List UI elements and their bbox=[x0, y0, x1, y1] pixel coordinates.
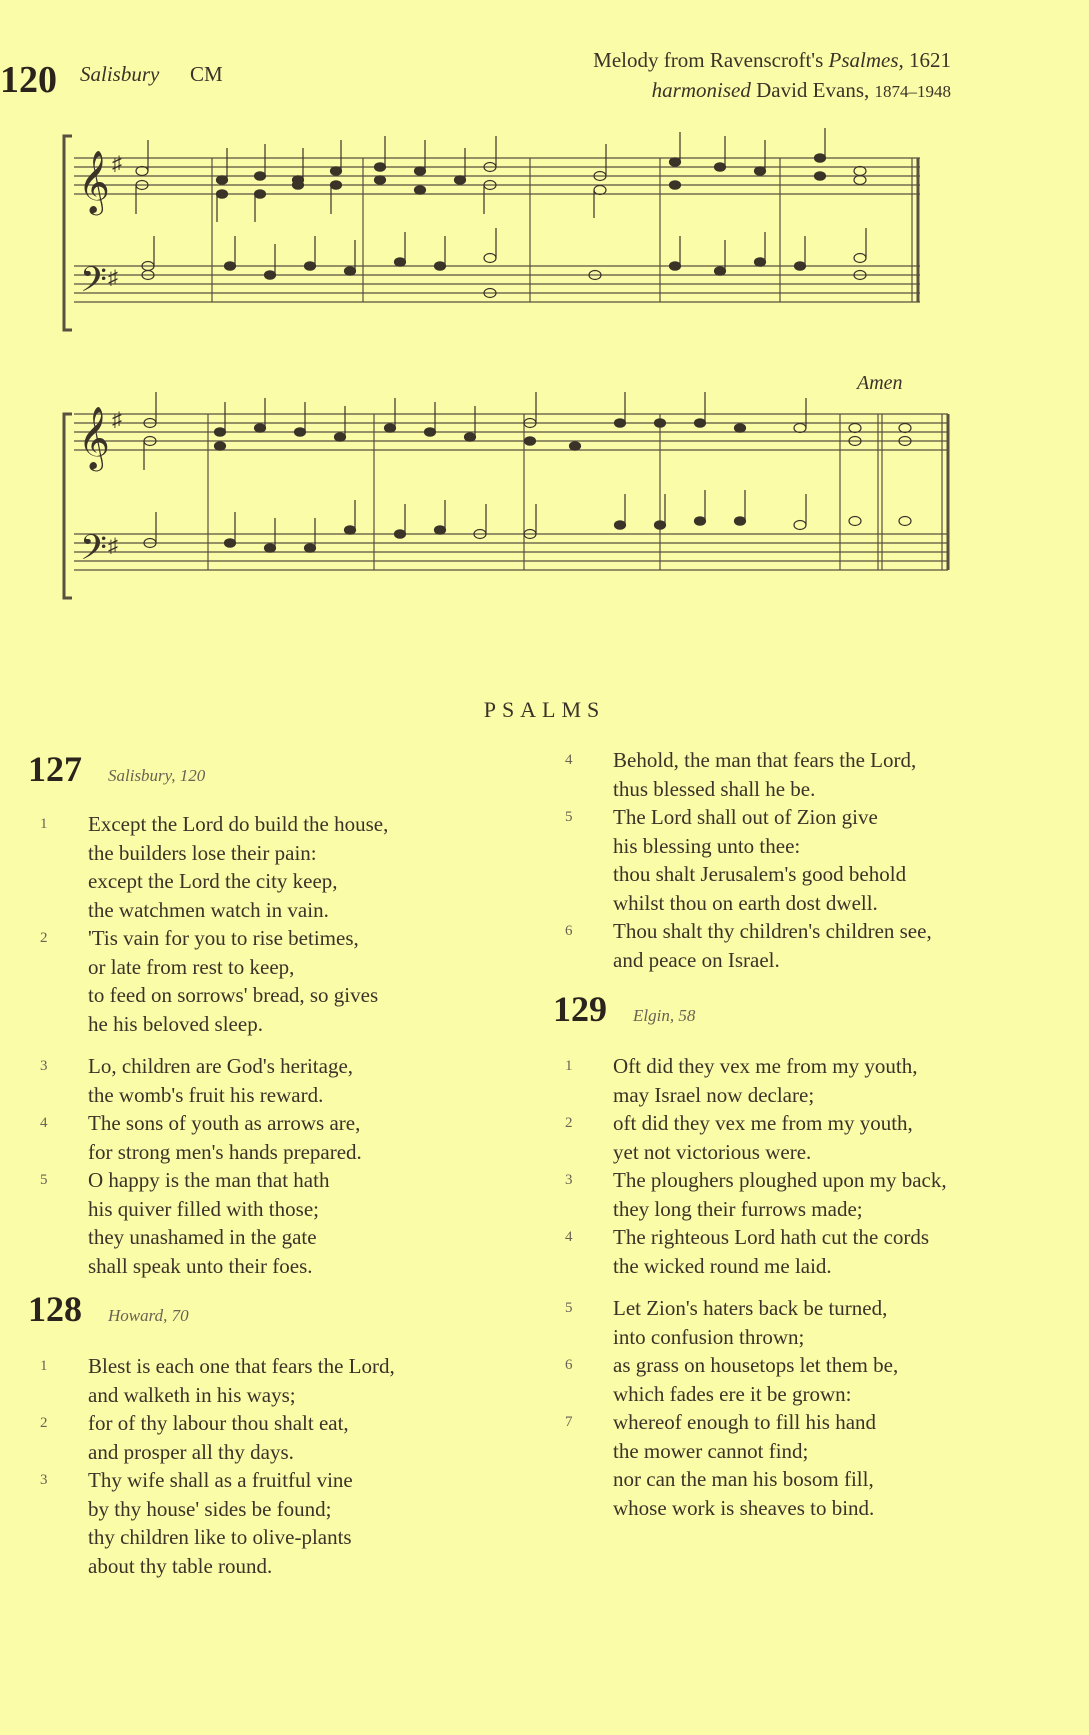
verse-number: 7 bbox=[565, 1414, 573, 1430]
sharp-icon: ♯ bbox=[108, 267, 118, 289]
notes bbox=[144, 392, 911, 552]
verse bbox=[28, 1052, 538, 1109]
verse-line: Thou shalt thy children's children see, bbox=[613, 919, 932, 943]
treble-staff bbox=[74, 158, 920, 194]
verse bbox=[28, 810, 538, 924]
sharp-icon: ♯ bbox=[112, 409, 122, 431]
verse bbox=[28, 1409, 538, 1466]
verse bbox=[28, 924, 538, 1038]
verse-line: the womb's fruit his reward. bbox=[88, 1082, 324, 1107]
sharp-icon: ♯ bbox=[112, 153, 122, 175]
verse-number: 2 bbox=[565, 1115, 573, 1131]
psalm-129-verses bbox=[553, 1052, 1083, 1522]
verse bbox=[553, 1223, 1083, 1280]
verse-number: 5 bbox=[565, 809, 573, 825]
verse-line: Oft did they vex me from my youth, bbox=[613, 1054, 918, 1078]
verse-line: about thy table round. bbox=[88, 1553, 273, 1578]
psalm-number: 129 bbox=[553, 989, 607, 1029]
verse-number: 4 bbox=[565, 1229, 573, 1245]
verse-line: Blest is each one that fears the Lord, bbox=[88, 1354, 395, 1378]
verse-line: 'Tis vain for you to rise betimes, bbox=[88, 926, 359, 950]
verse-line: for strong men's hands prepared. bbox=[88, 1139, 362, 1164]
verse-line: Let Zion's haters back be turned, bbox=[613, 1296, 888, 1320]
verse-line: thou shalt Jerusalem's good behold bbox=[613, 862, 907, 886]
verse-line: as grass on housetops let them be, bbox=[613, 1353, 899, 1377]
sharp-icon: ♯ bbox=[108, 535, 118, 557]
verse bbox=[28, 1166, 538, 1280]
psalm-128-heading bbox=[28, 1288, 189, 1330]
verse-number: 2 bbox=[40, 1415, 48, 1431]
amen-label: Amen bbox=[857, 372, 903, 394]
source-prefix: Melody from Ravenscroft's bbox=[593, 48, 829, 72]
verse-line: may Israel now declare; bbox=[613, 1082, 815, 1107]
psalm-128-verses-right bbox=[553, 746, 1083, 974]
verse bbox=[553, 1408, 1083, 1522]
music-system-2 bbox=[60, 388, 960, 618]
barlines bbox=[208, 414, 948, 570]
harmonised-label: harmonised bbox=[651, 78, 751, 102]
verse-line: oft did they vex me from my youth, bbox=[613, 1111, 913, 1135]
verse-line: thy children like to olive-plants bbox=[88, 1525, 352, 1549]
verse-line: the wicked round me laid. bbox=[613, 1253, 832, 1278]
verse-line: nor can the man his bosom fill, bbox=[613, 1467, 874, 1491]
verse-number: 3 bbox=[565, 1172, 573, 1188]
verse-line: to feed on sorrows' bread, so gives bbox=[88, 983, 379, 1007]
verse-number: 4 bbox=[40, 1115, 48, 1131]
source-year: 1621 bbox=[903, 48, 951, 72]
verse-line: for of thy labour thou shalt eat, bbox=[88, 1411, 349, 1435]
verse-line: the mower cannot find; bbox=[613, 1438, 809, 1463]
verse-line: into confusion thrown; bbox=[613, 1324, 805, 1349]
verse-line: the builders lose their pain: bbox=[88, 840, 317, 865]
verse-number: 4 bbox=[565, 752, 573, 768]
verse bbox=[553, 1109, 1083, 1166]
treble-staff bbox=[74, 414, 948, 450]
verse-line: they unashamed in the gate bbox=[88, 1225, 317, 1249]
verse-number: 1 bbox=[40, 1358, 48, 1374]
treble-clef-icon: 𝄞 bbox=[78, 408, 110, 468]
verse bbox=[28, 1109, 538, 1166]
verse-line: Thy wife shall as a fruitful vine bbox=[88, 1468, 353, 1492]
verse-line: The righteous Lord hath cut the cords bbox=[613, 1225, 930, 1249]
verse-line: O happy is the man that hath bbox=[88, 1168, 330, 1192]
verse bbox=[28, 1466, 538, 1580]
verse bbox=[553, 1166, 1083, 1223]
verse-line: and walketh in his ways; bbox=[88, 1382, 296, 1407]
psalm-number: 127 bbox=[28, 749, 82, 789]
bass-clef-icon: 𝄢 bbox=[80, 262, 108, 308]
verse-line: except the Lord the city keep, bbox=[88, 869, 338, 893]
verse-line: the watchmen watch in vain. bbox=[88, 897, 329, 922]
verse-line: they long their furrows made; bbox=[613, 1196, 863, 1221]
verse-line: whilst thou on earth dost dwell. bbox=[613, 890, 878, 915]
verse bbox=[553, 746, 1083, 803]
psalm-127-heading bbox=[28, 748, 205, 790]
source-work: Psalmes, bbox=[828, 48, 904, 72]
verse-number: 5 bbox=[40, 1172, 48, 1188]
verse-line: Behold, the man that fears the Lord, bbox=[613, 748, 917, 772]
verse bbox=[553, 803, 1083, 917]
verse-number: 1 bbox=[40, 816, 48, 832]
verse-line: The Lord shall out of Zion give bbox=[613, 805, 878, 829]
tune-name: Salisbury bbox=[80, 62, 160, 86]
verse bbox=[553, 1351, 1083, 1408]
harmoniser-name: David Evans, bbox=[750, 78, 875, 102]
psalm-tune-ref: Howard, 70 bbox=[108, 1306, 189, 1325]
verse-line: yet not victorious were. bbox=[613, 1139, 812, 1164]
bass-staff bbox=[74, 534, 948, 570]
psalm-129-heading bbox=[553, 988, 695, 1030]
verse bbox=[553, 1294, 1083, 1351]
verse-line: his blessing unto thee: bbox=[613, 833, 801, 858]
treble-clef-icon: 𝄞 bbox=[78, 152, 110, 212]
verse-line: his quiver filled with those; bbox=[88, 1196, 319, 1221]
tune-meter: CM bbox=[190, 62, 223, 86]
verse bbox=[553, 917, 1083, 974]
verse-number: 1 bbox=[565, 1058, 573, 1074]
verse-number: 2 bbox=[40, 930, 48, 946]
music-system-1 bbox=[60, 118, 960, 338]
bass-staff bbox=[74, 266, 920, 302]
verse-line: which fades ere it be grown: bbox=[613, 1381, 852, 1406]
verse-line: or late from rest to keep, bbox=[88, 954, 295, 979]
verse-number: 3 bbox=[40, 1058, 48, 1074]
barlines bbox=[212, 158, 918, 302]
notes bbox=[136, 128, 866, 298]
verse-number: 5 bbox=[565, 1300, 573, 1316]
psalm-tune-ref: Salisbury, 120 bbox=[108, 766, 206, 785]
verse bbox=[553, 1052, 1083, 1109]
psalm-128-verses-left bbox=[28, 1352, 538, 1580]
verse-number: 6 bbox=[565, 1357, 573, 1373]
verse-line: thus blessed shall he be. bbox=[613, 776, 816, 801]
psalm-number: 128 bbox=[28, 1289, 82, 1329]
psalm-tune-ref: Elgin, 58 bbox=[633, 1006, 696, 1025]
verse bbox=[28, 1352, 538, 1409]
hymn-number: 120 bbox=[0, 59, 57, 101]
section-heading: PSALMS bbox=[483, 697, 606, 722]
verse-line: whose work is sheaves to bind. bbox=[613, 1495, 875, 1520]
verse-line: The sons of youth as arrows are, bbox=[88, 1111, 361, 1135]
verse-line: whereof enough to fill his hand bbox=[613, 1410, 877, 1434]
verse-line: and peace on Israel. bbox=[613, 947, 780, 972]
verse-number: 6 bbox=[565, 923, 573, 939]
verse-number: 3 bbox=[40, 1472, 48, 1488]
verse-line: shall speak unto their foes. bbox=[88, 1253, 313, 1278]
verse-line: The ploughers ploughed upon my back, bbox=[613, 1168, 947, 1192]
harmonisation-credit bbox=[652, 78, 951, 103]
bass-clef-icon: 𝄢 bbox=[80, 530, 108, 576]
verse-line: Except the Lord do build the house, bbox=[88, 812, 389, 836]
melody-source bbox=[593, 48, 951, 73]
verse-line: he his beloved sleep. bbox=[88, 1011, 263, 1036]
psalm-127-verses bbox=[28, 810, 538, 1280]
verse-line: Lo, children are God's heritage, bbox=[88, 1054, 354, 1078]
verse-line: by thy house' sides be found; bbox=[88, 1496, 332, 1521]
harmoniser-dates: 1874–1948 bbox=[874, 82, 951, 101]
verse-line: and prosper all thy days. bbox=[88, 1439, 294, 1464]
